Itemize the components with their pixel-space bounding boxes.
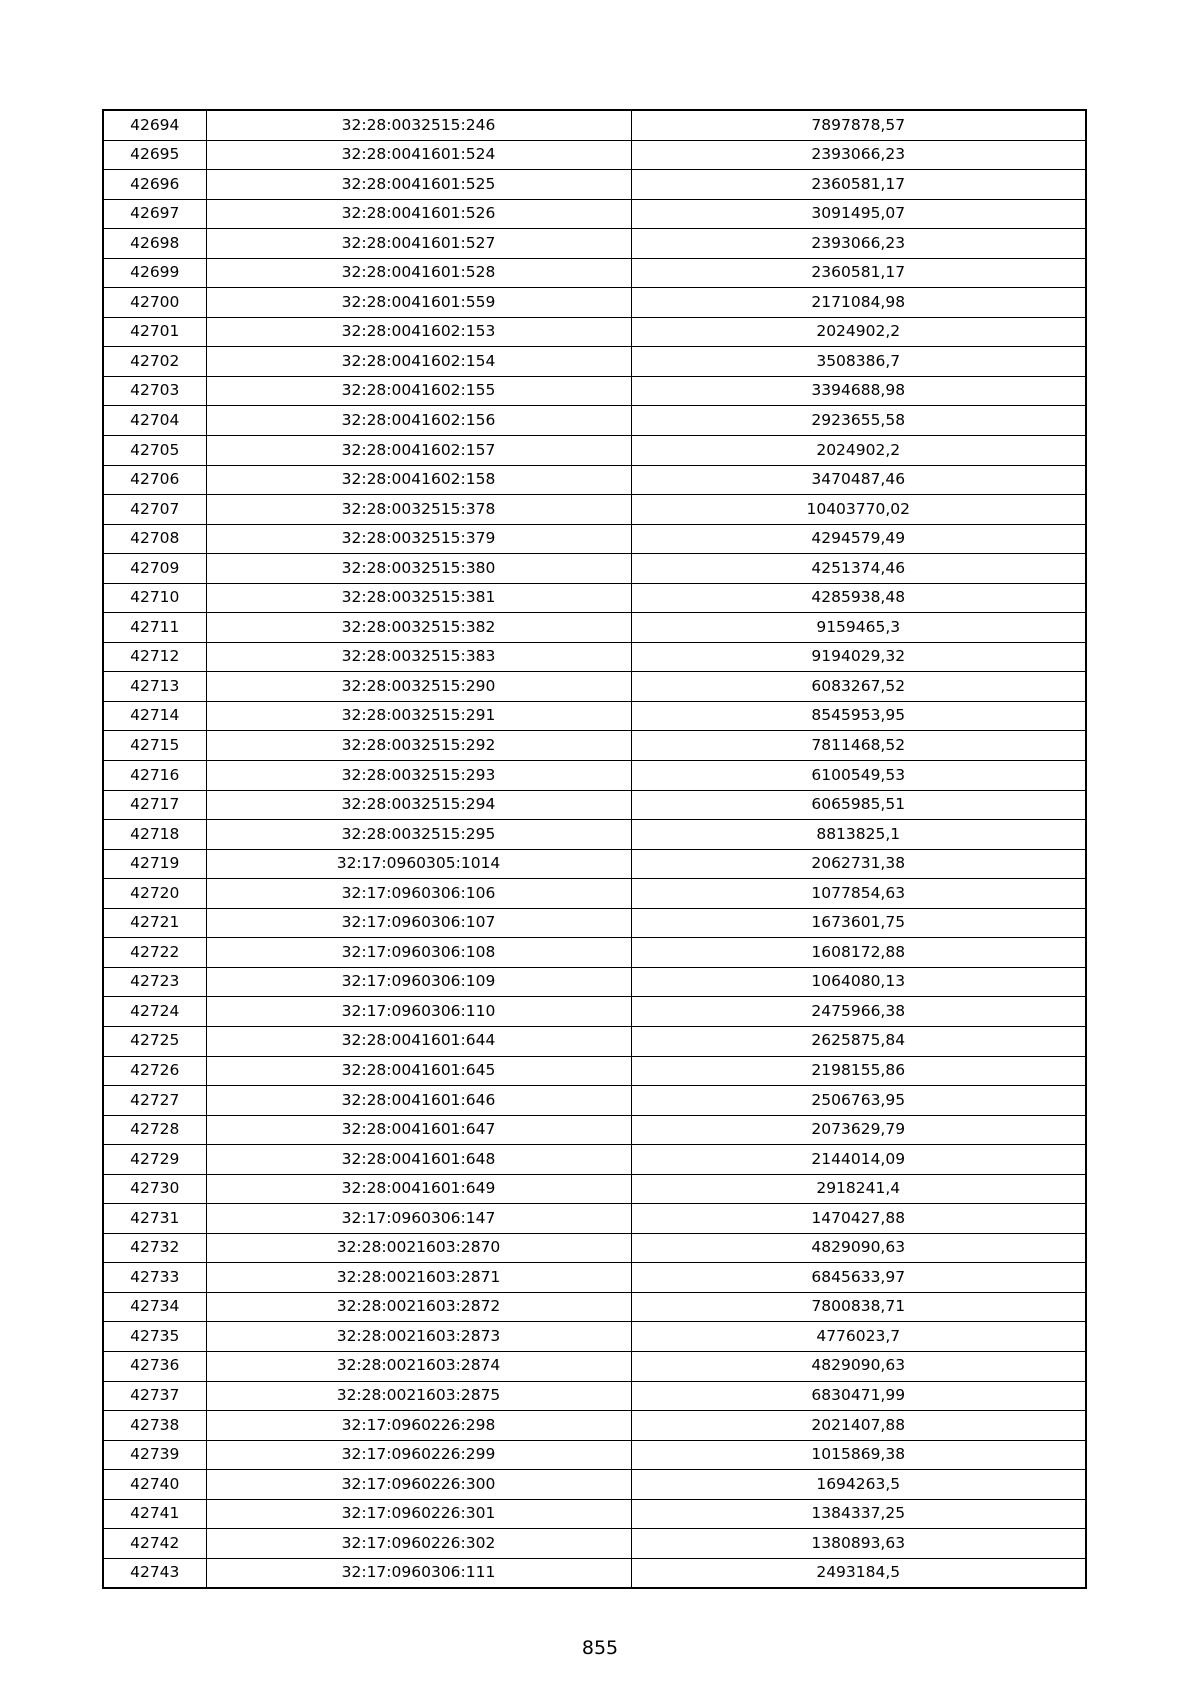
cadastral-number-cell: 32:28:0032515:378: [206, 495, 631, 525]
cadastral-value-cell: 2923655,58: [631, 406, 1086, 436]
cadastral-value-cell: 2021407,88: [631, 1411, 1086, 1441]
cadastral-number-cell: 32:17:0960306:110: [206, 997, 631, 1027]
cadastral-number-cell: 32:28:0032515:383: [206, 642, 631, 672]
cadastral-value-cell: 8545953,95: [631, 701, 1086, 731]
table-row: [103, 465, 1086, 495]
cadastral-number-cell: 32:28:0032515:291: [206, 701, 631, 731]
cadastral-value-cell: 6845633,97: [631, 1263, 1086, 1293]
table-row: [103, 731, 1086, 761]
row-number-cell: 42738: [103, 1411, 206, 1441]
table-row: [103, 1145, 1086, 1175]
table-row: [103, 317, 1086, 347]
row-number-cell: 42724: [103, 997, 206, 1027]
cadastral-value-cell: 1077854,63: [631, 879, 1086, 909]
cadastral-number-cell: 32:28:0041602:156: [206, 406, 631, 436]
cadastral-value-cell: 1470427,88: [631, 1204, 1086, 1234]
table-row: [103, 879, 1086, 909]
row-number-cell: 42718: [103, 820, 206, 850]
row-number-cell: 42701: [103, 317, 206, 347]
row-number-cell: 42723: [103, 967, 206, 997]
row-number-cell: 42729: [103, 1145, 206, 1175]
cadastral-number-cell: 32:17:0960226:298: [206, 1411, 631, 1441]
cadastral-value-cell: 4285938,48: [631, 583, 1086, 613]
table-row: [103, 495, 1086, 525]
cadastral-value-cell: 6100549,53: [631, 761, 1086, 791]
table-row: [103, 1351, 1086, 1381]
row-number-cell: 42709: [103, 554, 206, 584]
cadastral-number-cell: 32:28:0041601:524: [206, 140, 631, 170]
cadastral-number-cell: 32:28:0041602:153: [206, 317, 631, 347]
cadastral-value-cell: 2393066,23: [631, 140, 1086, 170]
cadastral-number-cell: 32:28:0032515:292: [206, 731, 631, 761]
table-row: [103, 1440, 1086, 1470]
cadastral-number-cell: 32:28:0041601:528: [206, 258, 631, 288]
row-number-cell: 42711: [103, 613, 206, 643]
cadastral-number-cell: 32:28:0032515:380: [206, 554, 631, 584]
cadastral-number-cell: 32:28:0041601:644: [206, 1026, 631, 1056]
table-row: [103, 849, 1086, 879]
row-number-cell: 42736: [103, 1351, 206, 1381]
cadastral-value-cell: 2393066,23: [631, 229, 1086, 259]
table-row: [103, 1499, 1086, 1529]
cadastral-value-cell: 2062731,38: [631, 849, 1086, 879]
cadastral-number-cell: 32:28:0032515:381: [206, 583, 631, 613]
cadastral-value-cell: 1064080,13: [631, 967, 1086, 997]
row-number-cell: 42739: [103, 1440, 206, 1470]
table-row: [103, 347, 1086, 377]
table-body: [103, 110, 1086, 1588]
cadastral-value-cell: 4776023,7: [631, 1322, 1086, 1352]
row-number-cell: 42699: [103, 258, 206, 288]
cadastral-number-cell: 32:28:0021603:2870: [206, 1233, 631, 1263]
row-number-cell: 42714: [103, 701, 206, 731]
table-row: [103, 1174, 1086, 1204]
row-number-cell: 42727: [103, 1086, 206, 1116]
cadastral-value-cell: 2360581,17: [631, 258, 1086, 288]
row-number-cell: 42698: [103, 229, 206, 259]
cadastral-value-cell: 9159465,3: [631, 613, 1086, 643]
row-number-cell: 42695: [103, 140, 206, 170]
row-number-cell: 42705: [103, 436, 206, 466]
row-number-cell: 42741: [103, 1499, 206, 1529]
table-row: [103, 1233, 1086, 1263]
cadastral-value-cell: 4829090,63: [631, 1233, 1086, 1263]
cadastral-number-cell: 32:17:0960306:107: [206, 908, 631, 938]
row-number-cell: 42719: [103, 849, 206, 879]
cadastral-value-cell: 7897878,57: [631, 110, 1086, 140]
cadastral-number-cell: 32:17:0960226:302: [206, 1529, 631, 1559]
cadastral-value-cell: 8813825,1: [631, 820, 1086, 850]
table-row: [103, 997, 1086, 1027]
cadastral-number-cell: 32:28:0041601:647: [206, 1115, 631, 1145]
cadastral-value-cell: 3394688,98: [631, 376, 1086, 406]
cadastral-number-cell: 32:28:0021603:2875: [206, 1381, 631, 1411]
table-row: [103, 1056, 1086, 1086]
row-number-cell: 42707: [103, 495, 206, 525]
table-row: [103, 672, 1086, 702]
table-row: [103, 110, 1086, 140]
cadastral-number-cell: 32:17:0960226:300: [206, 1470, 631, 1500]
row-number-cell: 42694: [103, 110, 206, 140]
row-number-cell: 42704: [103, 406, 206, 436]
cadastral-number-cell: 32:28:0032515:379: [206, 524, 631, 554]
row-number-cell: 42715: [103, 731, 206, 761]
cadastral-value-cell: 2506763,95: [631, 1086, 1086, 1116]
cadastral-number-cell: 32:28:0041602:158: [206, 465, 631, 495]
cadastral-value-table: [102, 109, 1087, 1589]
cadastral-value-cell: 1380893,63: [631, 1529, 1086, 1559]
row-number-cell: 42717: [103, 790, 206, 820]
cadastral-value-cell: 2171084,98: [631, 288, 1086, 318]
row-number-cell: 42712: [103, 642, 206, 672]
table-row: [103, 761, 1086, 791]
table-row: [103, 258, 1086, 288]
cadastral-number-cell: 32:17:0960306:111: [206, 1558, 631, 1588]
row-number-cell: 42725: [103, 1026, 206, 1056]
cadastral-number-cell: 32:28:0021603:2872: [206, 1292, 631, 1322]
cadastral-value-cell: 2198155,86: [631, 1056, 1086, 1086]
row-number-cell: 42731: [103, 1204, 206, 1234]
table-row: [103, 908, 1086, 938]
cadastral-value-cell: 1384337,25: [631, 1499, 1086, 1529]
table-row: [103, 1292, 1086, 1322]
row-number-cell: 42743: [103, 1558, 206, 1588]
row-number-cell: 42708: [103, 524, 206, 554]
cadastral-number-cell: 32:28:0032515:293: [206, 761, 631, 791]
table-row: [103, 1558, 1086, 1588]
cadastral-number-cell: 32:17:0960305:1014: [206, 849, 631, 879]
row-number-cell: 42703: [103, 376, 206, 406]
cadastral-value-cell: 2024902,2: [631, 317, 1086, 347]
table-row: [103, 790, 1086, 820]
table-row: [103, 701, 1086, 731]
cadastral-number-cell: 32:17:0960306:147: [206, 1204, 631, 1234]
cadastral-value-cell: 6083267,52: [631, 672, 1086, 702]
table-row: [103, 938, 1086, 968]
table-row: [103, 170, 1086, 200]
cadastral-value-cell: 2493184,5: [631, 1558, 1086, 1588]
cadastral-value-cell: 1015869,38: [631, 1440, 1086, 1470]
cadastral-number-cell: 32:28:0041602:155: [206, 376, 631, 406]
row-number-cell: 42696: [103, 170, 206, 200]
table-row: [103, 1411, 1086, 1441]
cadastral-value-cell: 10403770,02: [631, 495, 1086, 525]
table-row: [103, 613, 1086, 643]
row-number-cell: 42720: [103, 879, 206, 909]
cadastral-number-cell: 32:28:0041602:157: [206, 436, 631, 466]
cadastral-value-cell: 2918241,4: [631, 1174, 1086, 1204]
row-number-cell: 42730: [103, 1174, 206, 1204]
cadastral-value-cell: 6065985,51: [631, 790, 1086, 820]
cadastral-number-cell: 32:28:0041601:527: [206, 229, 631, 259]
row-number-cell: 42716: [103, 761, 206, 791]
table-row: [103, 140, 1086, 170]
cadastral-number-cell: 32:28:0041601:646: [206, 1086, 631, 1116]
cadastral-number-cell: 32:28:0041601:559: [206, 288, 631, 318]
cadastral-value-cell: 3470487,46: [631, 465, 1086, 495]
cadastral-number-cell: 32:28:0041601:648: [206, 1145, 631, 1175]
table-row: [103, 1381, 1086, 1411]
cadastral-number-cell: 32:17:0960306:108: [206, 938, 631, 968]
cadastral-value-cell: 2625875,84: [631, 1026, 1086, 1056]
row-number-cell: 42713: [103, 672, 206, 702]
cadastral-number-cell: 32:28:0021603:2871: [206, 1263, 631, 1293]
cadastral-value-cell: 1694263,5: [631, 1470, 1086, 1500]
row-number-cell: 42737: [103, 1381, 206, 1411]
table-row: [103, 1204, 1086, 1234]
table-row: [103, 229, 1086, 259]
table-row: [103, 642, 1086, 672]
row-number-cell: 42721: [103, 908, 206, 938]
table-row: [103, 524, 1086, 554]
cadastral-value-cell: 1608172,88: [631, 938, 1086, 968]
table-row: [103, 1322, 1086, 1352]
row-number-cell: 42742: [103, 1529, 206, 1559]
cadastral-value-cell: 9194029,32: [631, 642, 1086, 672]
row-number-cell: 42734: [103, 1292, 206, 1322]
cadastral-number-cell: 32:17:0960226:299: [206, 1440, 631, 1470]
cadastral-number-cell: 32:17:0960306:109: [206, 967, 631, 997]
cadastral-value-cell: 3091495,07: [631, 199, 1086, 229]
table-row: [103, 1086, 1086, 1116]
table-row: [103, 406, 1086, 436]
cadastral-value-cell: 3508386,7: [631, 347, 1086, 377]
cadastral-number-cell: 32:17:0960226:301: [206, 1499, 631, 1529]
row-number-cell: 42700: [103, 288, 206, 318]
table-row: [103, 967, 1086, 997]
cadastral-value-cell: 2073629,79: [631, 1115, 1086, 1145]
table-row: [103, 1115, 1086, 1145]
cadastral-number-cell: 32:28:0032515:382: [206, 613, 631, 643]
cadastral-value-cell: 4251374,46: [631, 554, 1086, 584]
cadastral-value-cell: 7811468,52: [631, 731, 1086, 761]
cadastral-value-cell: 2475966,38: [631, 997, 1086, 1027]
cadastral-number-cell: 32:28:0041601:525: [206, 170, 631, 200]
row-number-cell: 42732: [103, 1233, 206, 1263]
cadastral-value-cell: 6830471,99: [631, 1381, 1086, 1411]
row-number-cell: 42733: [103, 1263, 206, 1293]
row-number-cell: 42740: [103, 1470, 206, 1500]
table-row: [103, 820, 1086, 850]
page-number: 855: [581, 1637, 619, 1659]
cadastral-value-cell: 4829090,63: [631, 1351, 1086, 1381]
row-number-cell: 42702: [103, 347, 206, 377]
cadastral-number-cell: 32:28:0032515:246: [206, 110, 631, 140]
row-number-cell: 42728: [103, 1115, 206, 1145]
row-number-cell: 42710: [103, 583, 206, 613]
table-row: [103, 583, 1086, 613]
cadastral-number-cell: 32:28:0041602:154: [206, 347, 631, 377]
cadastral-number-cell: 32:28:0032515:295: [206, 820, 631, 850]
cadastral-number-cell: 32:28:0041601:526: [206, 199, 631, 229]
table-row: [103, 1470, 1086, 1500]
cadastral-number-cell: 32:28:0041601:649: [206, 1174, 631, 1204]
table-row: [103, 288, 1086, 318]
table-row: [103, 554, 1086, 584]
cadastral-value-cell: 7800838,71: [631, 1292, 1086, 1322]
cadastral-number-cell: 32:28:0032515:290: [206, 672, 631, 702]
cadastral-value-cell: 2360581,17: [631, 170, 1086, 200]
cadastral-value-cell: 2144014,09: [631, 1145, 1086, 1175]
cadastral-number-cell: 32:28:0021603:2873: [206, 1322, 631, 1352]
table-row: [103, 199, 1086, 229]
table-row: [103, 1529, 1086, 1559]
cadastral-value-cell: 2024902,2: [631, 436, 1086, 466]
row-number-cell: 42722: [103, 938, 206, 968]
row-number-cell: 42735: [103, 1322, 206, 1352]
table-row: [103, 436, 1086, 466]
cadastral-number-cell: 32:28:0041601:645: [206, 1056, 631, 1086]
cadastral-number-cell: 32:28:0032515:294: [206, 790, 631, 820]
table-row: [103, 1026, 1086, 1056]
table-row: [103, 1263, 1086, 1293]
cadastral-value-cell: 4294579,49: [631, 524, 1086, 554]
row-number-cell: 42697: [103, 199, 206, 229]
row-number-cell: 42706: [103, 465, 206, 495]
row-number-cell: 42726: [103, 1056, 206, 1086]
cadastral-value-cell: 1673601,75: [631, 908, 1086, 938]
cadastral-number-cell: 32:28:0021603:2874: [206, 1351, 631, 1381]
table-row: [103, 376, 1086, 406]
cadastral-number-cell: 32:17:0960306:106: [206, 879, 631, 909]
